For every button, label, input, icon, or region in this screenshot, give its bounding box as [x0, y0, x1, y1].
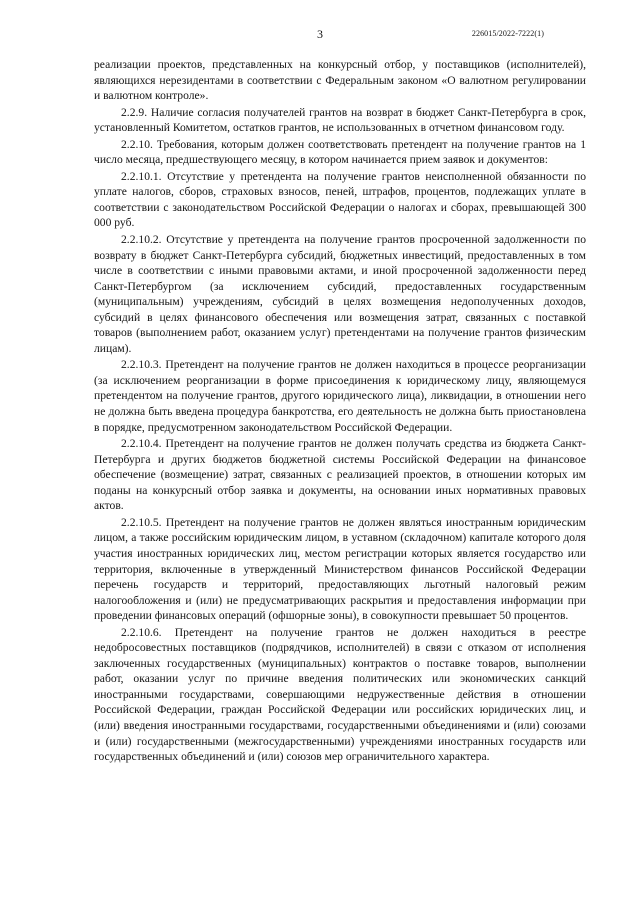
paragraph-2-2-10-1: 2.2.10.1. Отсутствие у претендента на получение грантов неисполненной обязанности по уплате налогов, сборов, страховых взносов, пеней, штрафов, процентов, подлежащих уплате в соответствии с законодательством Российской Федерации о налогах и сборах, превышающей 300 000 руб.	[94, 169, 586, 230]
paragraph-2-2-9: 2.2.9. Наличие согласия получателей грантов на возврат в бюджет Санкт-Петербурга в срок, установленный Комитетом, остатков грантов, не использованных в отчетном финансовом году.	[94, 105, 586, 135]
document-number: 226015/2022-7222(1)	[471, 29, 544, 38]
page-number: 3	[317, 27, 323, 41]
paragraph-continuation: реализации проектов, представленных на конкурсный отбор, у поставщиков (исполнителей), являющихся нерезидентами в соответствии с Федеральным законом «О валютном регулировании и валютном контроле».	[94, 58, 586, 103]
paragraph-2-2-10-2: 2.2.10.2. Отсутствие у претендента на получение грантов просроченной задолженности по возврату в бюджет Санкт-Петербурга субсидий, бюджетных инвестиций, предоставленных в том числе в соответствии с иными правовыми актами, и иной просроченной задолженности перед Санкт-Петербургом (за исключением субсидий, предоставленных государственным (муниципальным) учреждениям, субсидий в целях возмещения недополученных доходов, субсидий в целях финансового обеспечения или возмещения затрат, связанных с поставкой товаров (выполнением работ, оказанием услуг) претендентами на получение грантов физическим лицам).	[94, 233, 586, 355]
paragraph-2-2-10-4: 2.2.10.4. Претендент на получение грантов не должен получать средства из бюджета Санкт-Петербурга и других бюджетов бюджетной системы Российской Федерации на финансовое обеспечение (возмещение) затрат, связанных с реализацией проектов, в отношении которых им поданы на конкурсный отбор заявка и документы, на основании иных нормативных правовых актов.	[94, 437, 586, 513]
paragraph-2-2-10: 2.2.10. Требования, которым должен соответствовать претендент на получение грантов на 1 число месяца, предшествующего месяцу, в котором начинается прием заявок и документов:	[94, 137, 586, 167]
paragraph-2-2-10-5: 2.2.10.5. Претендент на получение грантов не должен являться иностранным юридическим лицом, а также российским юридическим лицом, в уставном (складочном) капитале которого доля участия иностранных юридических лиц, местом регистрации которых является государство или территория, включенные в утвержденный Министерством финансов Российской Федерации перечень государств и территорий, предоставляющих льготный налоговый режим налогообложения и (или) не предусматривающих раскрытия и предоставления информации при проведении финансовых операций (офшорные зоны), в совокупности превышает 50 процентов.	[94, 515, 586, 623]
paragraph-2-2-10-6: 2.2.10.6. Претендент на получение грантов не должен находиться в реестре недобросовестных поставщиков (подрядчиков, исполнителей) в связи с отказом от исполнения заключенных государственных (муниципальных) контрактов о поставке товаров, выполнении работ, оказании услуг по причине введения политических или экономических санкций иностранными государствами, совершающими недружественные действия в отношении Российской Федерации, граждан Российской Федерации или российских юридических лиц, и (или) введения иностранными государствами, государственными объединениями и (или) союзами и (или) государственными (межгосударственными) учреждениями иностранных государств или государственных объединений и (или) союзов мер ограничительного характера.	[94, 625, 586, 764]
document-body	[94, 57, 586, 765]
paragraph-2-2-10-3: 2.2.10.3. Претендент на получение грантов не должен находиться в процессе реорганизации (за исключением реорганизации в форме присоединения к юридическому лицу, являющемуся претендентом на получение грантов, другого юридического лица), ликвидации, в отношении него не должна быть введена процедура банкротства, его деятельность не должна быть приостановлена в порядке, предусмотренном законодательством Российской Федерации.	[94, 358, 586, 434]
